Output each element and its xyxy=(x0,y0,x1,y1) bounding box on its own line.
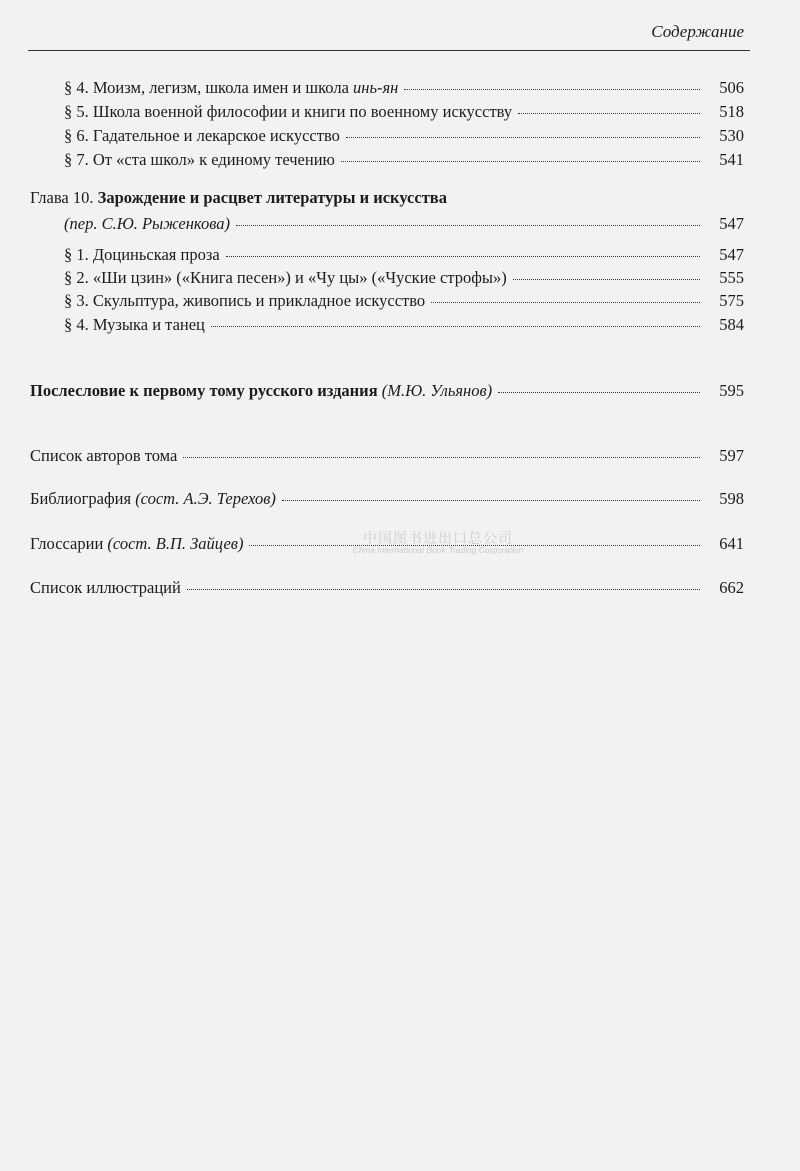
toc-entry-chapter[interactable] xyxy=(64,214,744,234)
watermark-line2: China International Book Trading Corporation xyxy=(352,545,524,556)
header-rule xyxy=(28,50,750,51)
leader-dots xyxy=(498,391,700,393)
toc-entry-afterword[interactable] xyxy=(30,381,744,401)
page-number: 506 xyxy=(719,78,744,97)
afterword-title: Послесловие к первому тому русского издания xyxy=(30,381,382,400)
toc-entry[interactable] xyxy=(64,315,744,335)
page-number: 575 xyxy=(719,291,744,310)
chapter-heading xyxy=(30,188,447,208)
page-number: 541 xyxy=(719,150,744,169)
toc-entry-text: Список иллюстраций xyxy=(30,578,181,597)
toc-entry-text: Глоссарии xyxy=(30,534,108,553)
toc-entry[interactable] xyxy=(64,126,744,146)
leader-dots xyxy=(513,278,700,280)
toc-entry[interactable] xyxy=(64,291,744,311)
toc-entry-text: § 4. Моизм, легизм, школа имен и школа xyxy=(64,78,354,97)
chapter-label: Глава 10. xyxy=(30,188,98,207)
toc-entry-text: Библиография xyxy=(30,489,136,508)
chapter-title: Зарождение и расцвет литературы и искусства xyxy=(97,188,447,207)
leader-dots xyxy=(183,456,700,458)
page-number: 547 xyxy=(719,214,744,233)
toc-entry-text: Список авторов тома xyxy=(30,446,178,465)
page-number: 597 xyxy=(719,446,744,465)
page-number: 555 xyxy=(719,268,744,287)
page-number: 547 xyxy=(719,245,744,264)
afterword-author: (М.Ю. Ульянов) xyxy=(381,381,493,400)
chapter-translator: (пер. С.Ю. Рыженкова) xyxy=(64,214,231,233)
toc-entry-text: § 7. От «ста школ» к единому течению xyxy=(64,150,335,169)
toc-entry-text: § 1. Доциньская проза xyxy=(64,245,220,264)
page-number: 530 xyxy=(719,126,744,145)
leader-dots xyxy=(187,588,700,590)
toc-entry-text: § 2. «Ши цзин» («Книга песен») и «Чу цы» («Чуские строфы») xyxy=(64,268,507,287)
leader-dots xyxy=(431,301,700,303)
watermark-line1: 中国图书进出口总公司 xyxy=(363,530,513,546)
page-number: 518 xyxy=(719,102,744,121)
leader-dots xyxy=(404,88,700,90)
leader-dots xyxy=(346,136,700,138)
toc-entry-text: § 5. Школа военной философии и книги по военному искусству xyxy=(64,102,513,121)
watermark xyxy=(288,531,588,556)
toc-entry-italic: инь-ян xyxy=(353,78,399,97)
page-number: 584 xyxy=(719,315,744,334)
toc-entry[interactable] xyxy=(64,102,744,122)
running-head: Содержание xyxy=(651,22,744,41)
toc-entry[interactable] xyxy=(64,78,744,98)
leader-dots xyxy=(211,325,700,327)
leader-dots xyxy=(282,499,700,501)
toc-entry[interactable] xyxy=(64,268,744,288)
toc-entry-note: (сост. В.П. Зайцев) xyxy=(107,534,244,553)
leader-dots xyxy=(226,255,700,257)
toc-entry[interactable] xyxy=(30,578,744,598)
toc-entry[interactable] xyxy=(30,446,744,466)
page-number: 662 xyxy=(719,578,744,597)
leader-dots xyxy=(341,160,700,162)
toc-entry[interactable] xyxy=(64,245,744,265)
page-number: 641 xyxy=(719,534,744,553)
page-number: 595 xyxy=(719,381,744,400)
leader-dots xyxy=(518,112,700,114)
toc-entry-text: § 3. Скульптура, живопись и прикладное искусство xyxy=(64,291,426,310)
toc-entry[interactable] xyxy=(64,150,744,170)
toc-entry[interactable] xyxy=(30,489,744,509)
toc-entry-text: § 4. Музыка и танец xyxy=(64,315,205,334)
toc-entry-text: § 6. Гадательное и лекарское искусство xyxy=(64,126,340,145)
leader-dots xyxy=(236,224,700,226)
page-number: 598 xyxy=(719,489,744,508)
toc-entry-note: (сост. А.Э. Терехов) xyxy=(135,489,276,508)
